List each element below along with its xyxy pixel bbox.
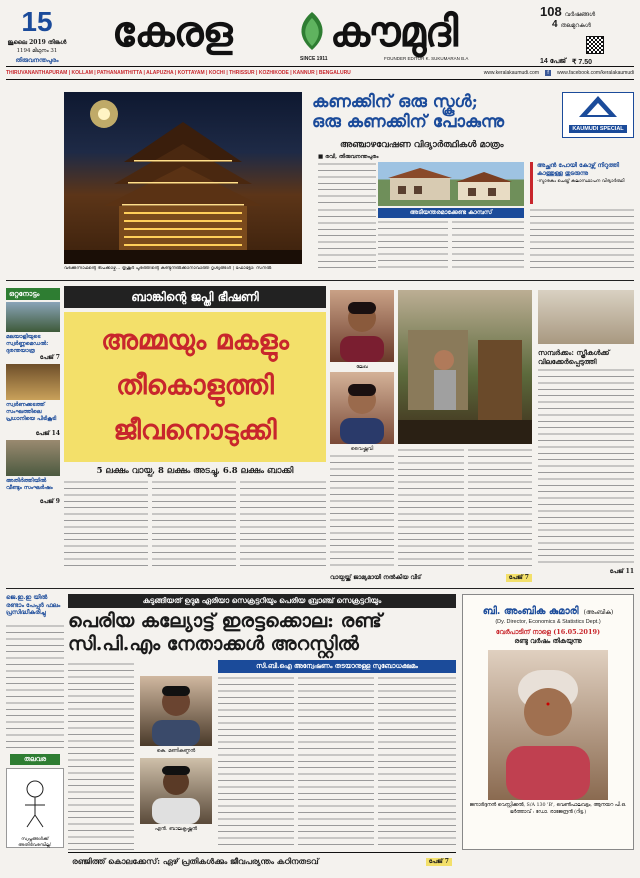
right-title: സമ്പർക്കം: സ്ത്രീകൾക്ക് വിലക്കേർപ്പെടുത്തി bbox=[538, 348, 610, 366]
title-left: കേരള bbox=[112, 7, 232, 56]
bank-headline-box bbox=[64, 312, 326, 462]
temple-photo bbox=[64, 92, 302, 264]
date-line-1: ജൂലൈ 2019 തിങ്കൾ bbox=[7, 39, 67, 46]
date-day: 15 bbox=[21, 6, 53, 37]
lead-body-2 bbox=[318, 208, 376, 270]
bank-body-6 bbox=[468, 448, 532, 568]
lead-body-5 bbox=[530, 208, 634, 270]
footer-strip bbox=[68, 852, 456, 870]
date-city: തിരുവനന്തപുരം bbox=[15, 57, 59, 64]
obituary-date: വേർപാടിന് നാളെ (16.05.2019) bbox=[495, 628, 601, 636]
bank-body-5 bbox=[398, 448, 464, 568]
title-right: കൗമുദി bbox=[330, 7, 458, 56]
cartoon-caption: സ്വപ്നങ്ങൾക്ക് അതിർവരമ്പില്ല! bbox=[18, 837, 52, 848]
lead-subhead: അഞ്ചാഴവേഷണ വിദ്യാർത്ഥികൾ മാത്രം bbox=[340, 140, 504, 150]
sidebar-item-1-page: പേജ് 7 bbox=[39, 354, 60, 361]
lead-quote bbox=[530, 162, 634, 204]
periya-headline bbox=[68, 610, 456, 656]
periya-person-1: കെ. മണികണ്ഠൻ bbox=[156, 748, 196, 754]
price-label: ₹ 7.50 bbox=[571, 59, 593, 66]
footer-page: പേജ് 7 bbox=[426, 858, 452, 866]
obituary-family: ഭർത്താവ് : ഡോ. രാജേന്ദ്രൻ (റിട്ട.) bbox=[509, 810, 587, 815]
city-list: THIRUVANANTHAPURAM | KOLLAM | PATHANAMTHITTA | ALAPUZHA | KOTTAYAM | KOCHI | THRISSUR | KOZHIKODE | KANNUR | BENGALURU bbox=[6, 70, 351, 76]
cartoon-figure-icon bbox=[7, 769, 63, 833]
right-page: പേജ് 11 bbox=[609, 568, 634, 575]
periya-portrait-1 bbox=[140, 676, 212, 746]
bank-kicker: ബാങ്കിന്റെ ജപ്തി ഭീഷണി bbox=[64, 286, 326, 308]
obituary-footer: ജനാർദ്ദനൻ വെസ്റ്റിക്കൽ, S/A 130 'B', വെൺപാലവട്ടം, ആനയറ പി.ഒ. bbox=[469, 803, 627, 808]
right-photo bbox=[538, 290, 634, 344]
portrait-2-name: വൈഷ്ണവി bbox=[350, 446, 374, 452]
left-bottom-body bbox=[6, 624, 64, 750]
school-photo bbox=[378, 162, 524, 206]
bank-note-text: വായ്പയ്ക്ക് ജാമ്യമായി നൽകിയ വീട് bbox=[330, 574, 422, 581]
lead-byline: ■ രവി, തിരുവനന്തപുരം bbox=[318, 154, 379, 160]
portrait-1 bbox=[330, 290, 394, 362]
periya-body-4 bbox=[378, 676, 456, 846]
temple-illustration-icon bbox=[64, 92, 302, 264]
sidebar-item-3-page: പേജ് 9 bbox=[39, 498, 60, 505]
facebook-link[interactable]: www.facebook.com/keralakaumudi bbox=[557, 70, 634, 76]
person-portrait-icon bbox=[140, 676, 212, 746]
masthead-title bbox=[112, 6, 512, 64]
sidebar-item-1[interactable]: മലയാളിയുടെ സ്വർണ്ണമെഡൽ: ദുരന്തയാത്ര bbox=[6, 334, 49, 354]
edition-count: 4 bbox=[552, 19, 558, 30]
bank-body-2 bbox=[152, 480, 236, 568]
person-portrait-icon bbox=[330, 372, 394, 444]
periya-headline-1: പെരിയ കല്യോട്ട് ഇരട്ടക്കൊല: രണ്ട് bbox=[68, 610, 382, 632]
periya-body-1 bbox=[68, 662, 134, 850]
bank-body-1 bbox=[64, 480, 148, 568]
obituary-box bbox=[462, 594, 634, 850]
bank-deck: 5 ലക്ഷം വായ്പ, 8 ലക്ഷം അടച്ചു, 6.8 ലക്ഷം ബാക്കി bbox=[96, 466, 294, 476]
cartoon-panel bbox=[6, 768, 64, 848]
obituary-name: ബി. അംബിക കുമാരി bbox=[482, 606, 579, 617]
periya-person-2: എൻ. ബാലകൃഷ്ണൻ bbox=[154, 826, 198, 832]
bank-body-4 bbox=[330, 454, 394, 568]
sidebar-item-2[interactable]: സ്വർണക്കടത്ത് സംഘത്തിലെ പ്രധാനിയെ പിടികൂടി bbox=[6, 402, 57, 422]
lead-body-1 bbox=[318, 162, 376, 206]
pages-label: 14 പേജ് bbox=[540, 58, 566, 65]
since-label: SINCE 1911 bbox=[300, 56, 328, 62]
person-portrait-icon bbox=[330, 290, 394, 362]
obituary-position: (Dy. Director, Economics & Statistics Dept.) bbox=[495, 619, 601, 625]
house-photo bbox=[398, 290, 532, 444]
periya-body-3 bbox=[298, 676, 374, 846]
special-label: KAUMUDI SPECIAL bbox=[569, 125, 627, 133]
edition-label: തലമുറകൾ bbox=[560, 22, 591, 29]
kaumudi-special-badge bbox=[562, 92, 634, 138]
bank-page: പേജ് 7 bbox=[506, 574, 532, 582]
left-bottom-title: ജെ.ഇ.ഇ യിൽ രണ്ടാം പേപ്പർ ഫലം പ്രസിദ്ധീകരിച്ചു bbox=[6, 594, 61, 616]
bank-body-3 bbox=[240, 480, 326, 568]
sidebar-label: ഒറ്റനോട്ടം bbox=[6, 288, 60, 300]
school-caption: അടിയന്തരമാക്കേണ്ട കാമ്പസ് bbox=[378, 208, 524, 218]
obituary-photo bbox=[488, 650, 608, 800]
website-link[interactable]: www.keralakaumudi.com bbox=[483, 70, 540, 76]
periya-body-2 bbox=[218, 676, 294, 846]
periya-subbar: സി.ബി.ഐ അന്വേഷണം തടയാനുള്ള സുബോധക്ഷമം bbox=[218, 660, 456, 673]
bank-bottom-note bbox=[330, 572, 532, 584]
portrait-1-name: ലേഖ bbox=[356, 364, 368, 370]
person-portrait-icon bbox=[140, 758, 212, 824]
qr-code-icon bbox=[586, 36, 604, 54]
temple-caption: വടക്കുന്നാഥന്റെ ദീപക്കാഴ്ച... തൃശൂർ പൂരത്തിന്റെ കണ്ടുനിൽക്കാനാവാത്ത ദൃശ്യങ്ങൾ | ഫോട്ടോ: സനൽ bbox=[64, 266, 272, 271]
founder-label: FOUNDER EDITOR K. SUKUMARAN B.A bbox=[384, 56, 469, 61]
obituary-year: രണ്ടു വർഷം തികയുന്നു bbox=[514, 637, 582, 645]
periya-banner: കുടുങ്ങിയത് ഉദുമ ഏരിയാ സെക്രട്ടറിയും പെരിയ ബ്രാഞ്ച് സെക്രട്ടറിയും bbox=[68, 594, 456, 608]
portrait-2 bbox=[330, 372, 394, 444]
sidebar-photo-2 bbox=[6, 364, 60, 400]
footer-headline: രഞ്ജിത്ത് കൊലക്കേസ്: ഏഴ് പ്രതികൾക്കും ജീവപര്യന്തം കഠിനതടവ് bbox=[72, 856, 319, 866]
lead-headline-1: കണക്കിന് ഒരു സ്കൂൾ; bbox=[312, 92, 478, 112]
school-building-icon bbox=[378, 162, 524, 206]
house-scene-icon bbox=[398, 290, 532, 444]
sunrise-logo-icon bbox=[290, 10, 334, 52]
right-body bbox=[538, 368, 634, 564]
bank-headline-2: തീകൊളുത്തി bbox=[116, 370, 274, 401]
bank-headline-3: ജീവനൊടുക്കി bbox=[113, 415, 277, 446]
special-badge-icon bbox=[563, 93, 633, 121]
cartoon-label: തലവര bbox=[10, 754, 60, 765]
bank-headline-1: അമ്മയും മകളും bbox=[101, 325, 289, 356]
lead-headline bbox=[312, 92, 558, 132]
date-line-2: 1194 മിഥുനം 31 bbox=[16, 48, 58, 54]
sidebar-photo-3 bbox=[6, 440, 60, 476]
periya-headline-2: സി.പി.എം നേതാക്കൾ അറസ്റ്റിൽ bbox=[68, 633, 359, 655]
city-bar bbox=[6, 66, 634, 80]
sidebar-item-2-page: പേജ് 14 bbox=[35, 430, 60, 437]
lead-body-4 bbox=[452, 220, 524, 270]
obituary-name-suffix: (അംബിക) bbox=[583, 609, 614, 616]
masthead-right bbox=[540, 4, 636, 64]
lead-body-3 bbox=[378, 220, 448, 270]
sidebar-item-3[interactable]: അതിർത്തിയിൽ വീണ്ടും സംഘർഷം bbox=[6, 478, 53, 491]
periya-portrait-2 bbox=[140, 758, 212, 824]
lead-headline-2: ഒരു കണക്കിന് പോകുന്നു bbox=[312, 112, 505, 132]
quote-source: -സ്മാരകം ചെയ്ത് കലാസ്ഥാപന വിദ്യാർത്ഥി bbox=[537, 179, 625, 184]
facebook-icon: f bbox=[545, 70, 551, 76]
year-label: വർഷങ്ങൾ bbox=[564, 11, 596, 18]
date-block bbox=[6, 8, 126, 66]
year-count: 108 bbox=[540, 4, 562, 19]
sidebar-photo-1 bbox=[6, 302, 60, 332]
person-portrait-icon bbox=[488, 650, 608, 800]
quote-text: അച്ഛൻ പോയി കോഴ്സ് നിറുത്തി കാത്തുള്ള തുടരുന്നു bbox=[537, 162, 620, 177]
